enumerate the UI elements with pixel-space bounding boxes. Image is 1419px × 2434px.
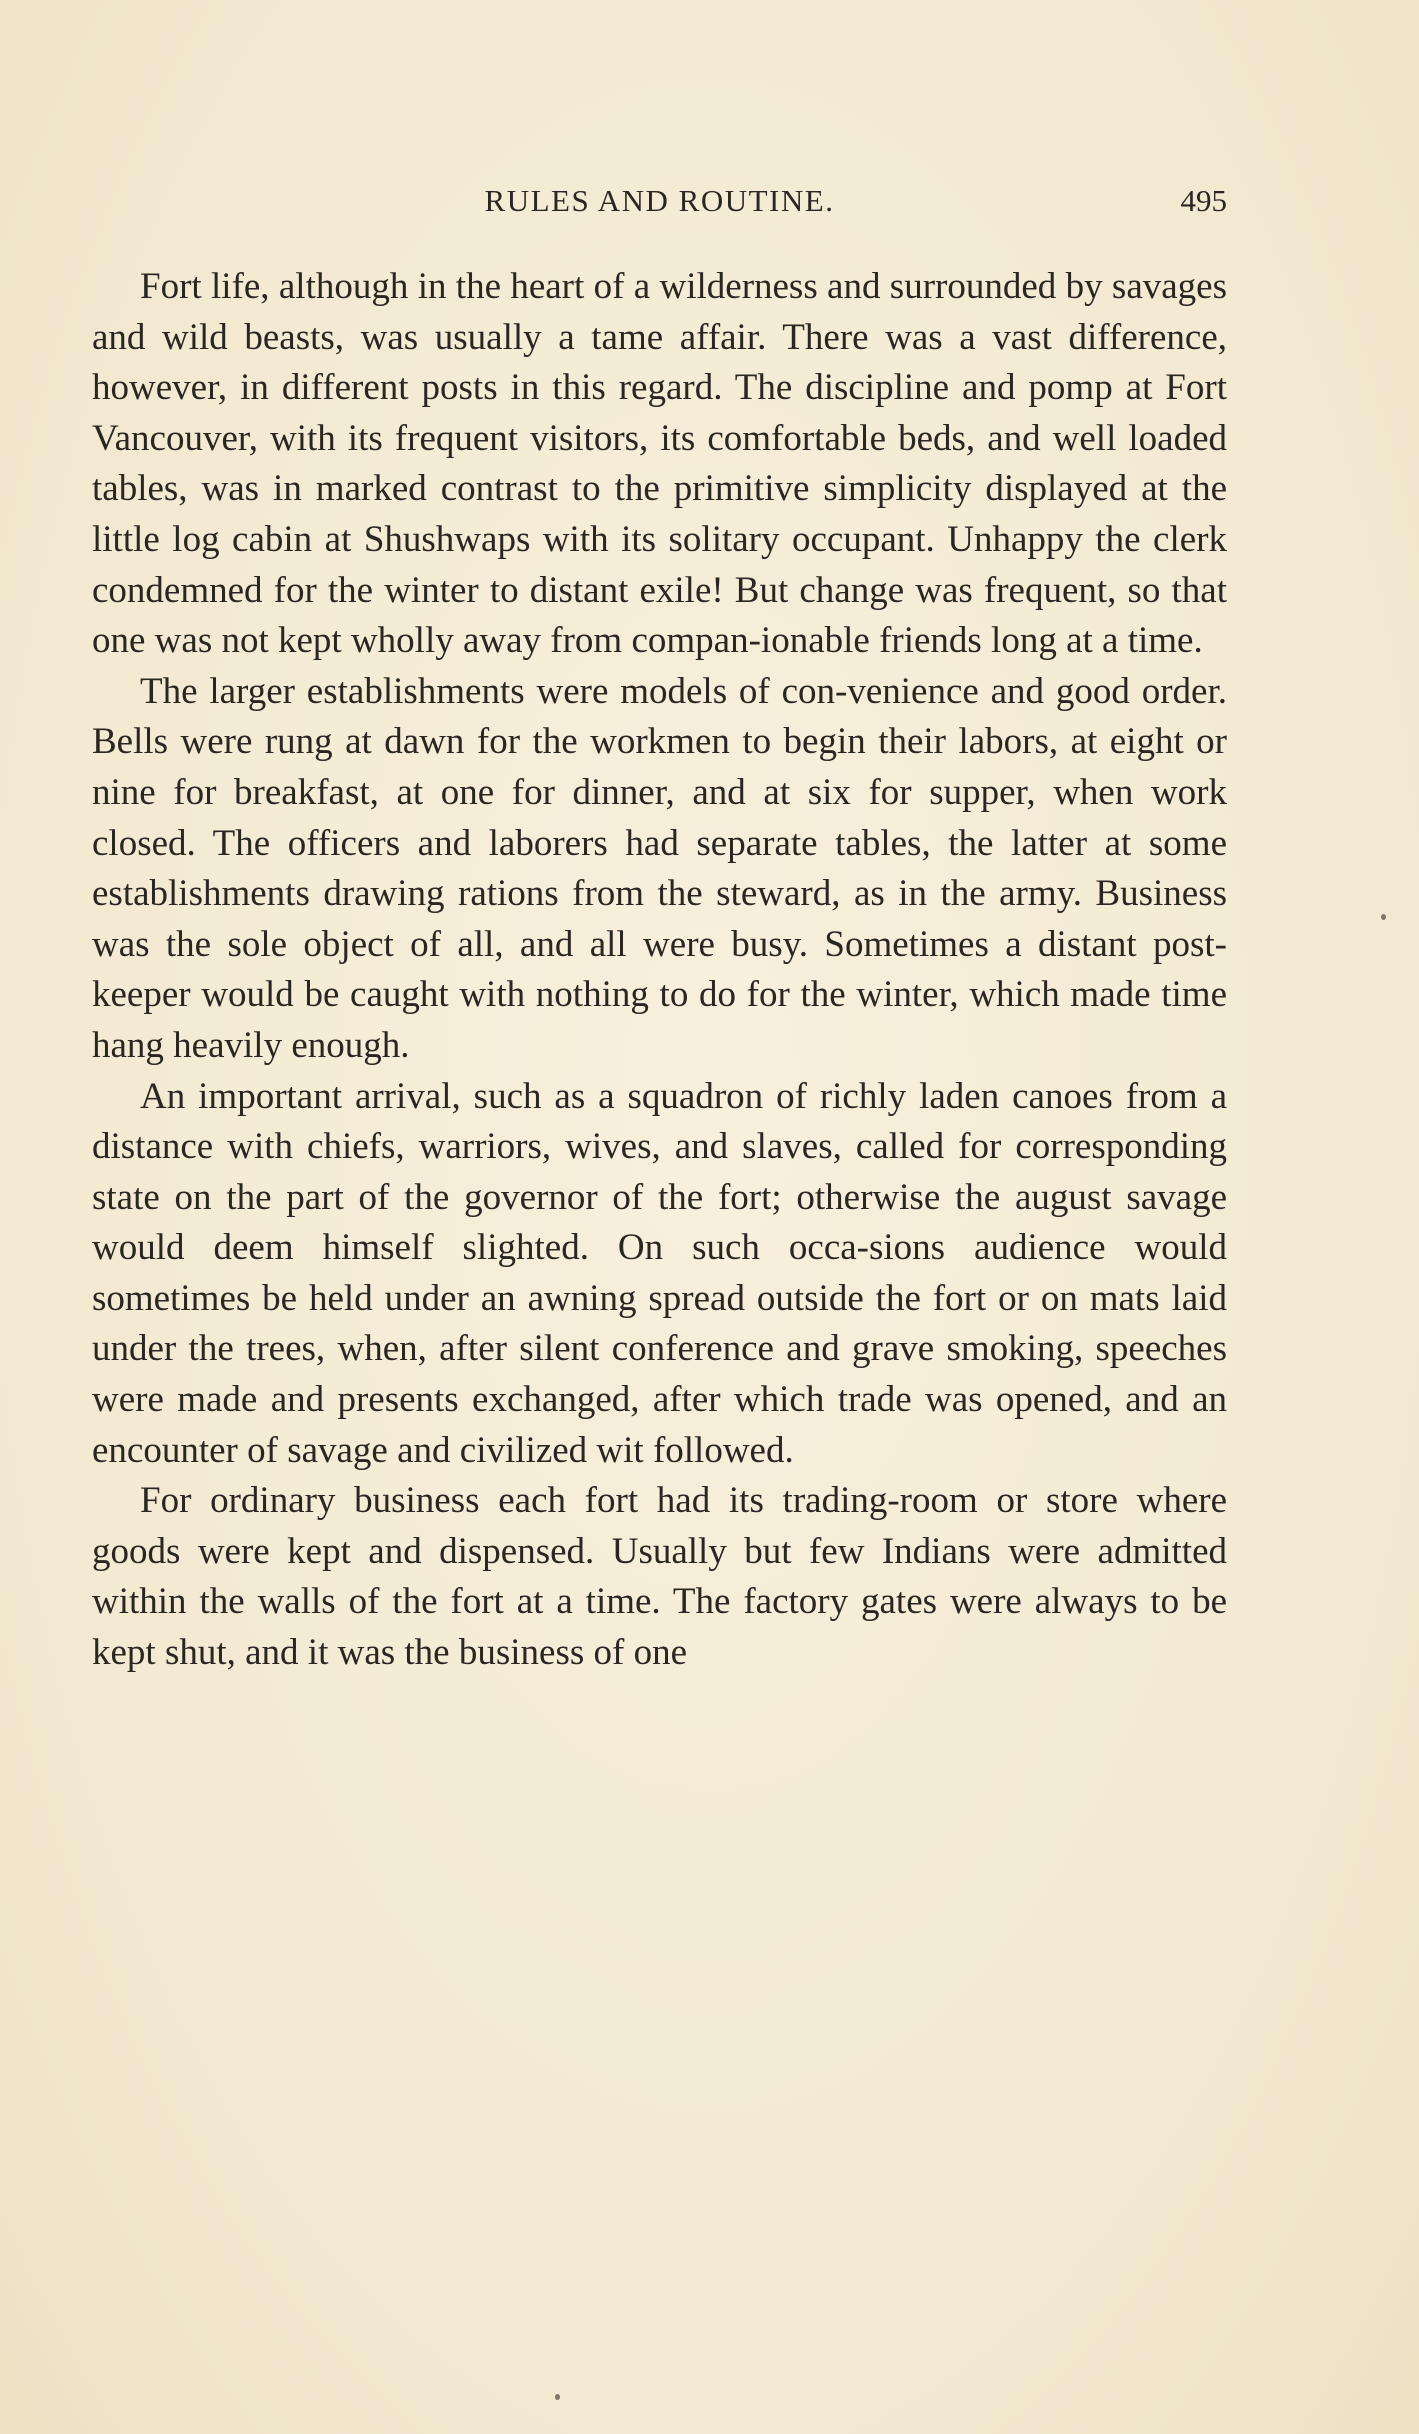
paragraph: Fort life, although in the heart of a wilderness and surrounded by savages and wild beasts, was usually a tame affair. There was a vast difference, however, in different posts in this regard. The discipline and pomp at Fort Vancouver, with its frequent visitors, its comfortable beds, and well loaded tables, was in marked contrast to the primitive simplicity displayed at the little log cabin at Shushwaps with its solitary occupant. Unhappy the clerk condemned for the winter to distant exile! But change was frequent, so that one was not kept wholly away from compan-ionable friends long at a time. — [92, 266, 1227, 662]
running-head — [92, 183, 1227, 223]
paragraph: The larger establishments were models of con-venience and good order. Bells were rung at dawn for the workmen to begin their labors, at eight or nine for breakfast, at one for dinner, and at six for supper, when work closed. The officers and laborers had separate tables, the latter at some establishments drawing rations from the steward, as in the army. Business was the sole object of all, and all were busy. Sometimes a distant post-keeper would be caught with nothing to do for the winter, which made time hang heavily enough. — [92, 670, 1227, 1066]
running-title: RULES AND ROUTINE. — [484, 183, 835, 218]
page-number: 495 — [1180, 183, 1227, 218]
paragraph: For ordinary business each fort had its trading-room or store where goods were kept and dispensed. Usually but few Indians were admitted within the walls of the fort at a time. The factory gates were always to be kept shut, and it was the business of one — [92, 1480, 1227, 1674]
ink-speck — [1381, 914, 1386, 920]
body-text — [92, 262, 1227, 1679]
paragraph: An important arrival, such as a squadron of richly laden canoes from a distance with chiefs, warriors, wives, and slaves, called for corresponding state on the part of the governor of the fort; otherwise the august savage would deem himself slighted. On such occa-sions audience would sometimes be held under an awning spread outside the fort or on mats laid under the trees, when, after silent conference and grave smoking, speeches were made and presents exchanged, after which trade was opened, and an encounter of savage and civilized wit followed. — [92, 1075, 1227, 1471]
ink-speck — [555, 2394, 560, 2400]
